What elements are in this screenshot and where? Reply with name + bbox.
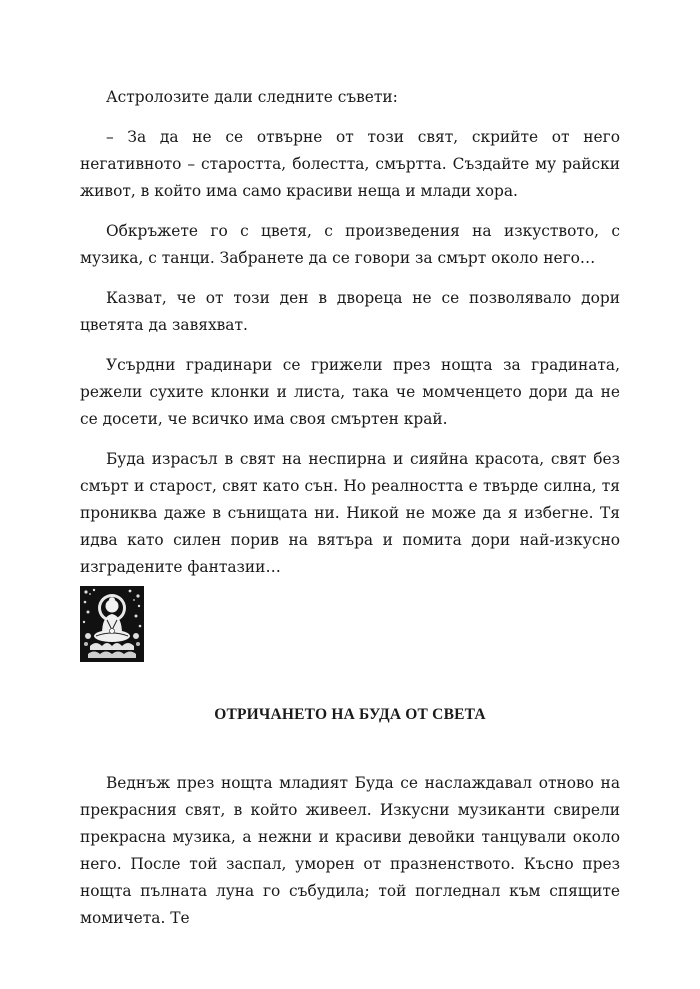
- paragraph: – За да не се отвърне от този свят, скрийте от него негативното – старостта, болестта, смъртта. Създайте му райски живот, в който има само красиви неща и млади хора.: [80, 128, 620, 200]
- paragraph: Обкръжете го с цветя, с произведения на изкуството, с музика, с танци. Забранете да се говори за смърт около него…: [80, 222, 620, 267]
- paragraph: Усърдни градинари се грижели през нощта за градината, режели сухите клонки и листа, така че момченцето дори да не се досети, че всичко има своя смъртен край.: [80, 356, 620, 428]
- text-block-bottom: [80, 770, 620, 945]
- paragraph: Казват, че от този ден в двореца не се позволявало дори цветята да завяхват.: [80, 289, 620, 334]
- chapter-title: ОТРИЧАНЕТО НА БУДА ОТ СВЕТА: [214, 706, 486, 723]
- seated-buddha-icon: [80, 586, 144, 662]
- paragraph: Астролозите дали следните съвети:: [106, 88, 398, 106]
- paragraph: Буда израсъл в свят на неспирна и сияйна красота, свят без смърт и старост, свят като сън. Но реалността е твърде силна, тя прониква даже в сънищата ни. Никой не може да я избегне. Тя идва като силен порив на вятъра и помита дори най-изкусно изградените фантазии…: [80, 450, 620, 576]
- paragraph: Веднъж през нощта младият Буда се наслаждавал отново на прекрасния свят, в който живеел. Изкусни музиканти свирели прекрасна музика, а нежни и красиви девойки танцували около него. После той заспал, уморен от празненството. Късно през нощта пълната луна го събудила; той погледнал към спящите момичета. Те: [80, 774, 620, 927]
- text-block-top: [80, 84, 620, 594]
